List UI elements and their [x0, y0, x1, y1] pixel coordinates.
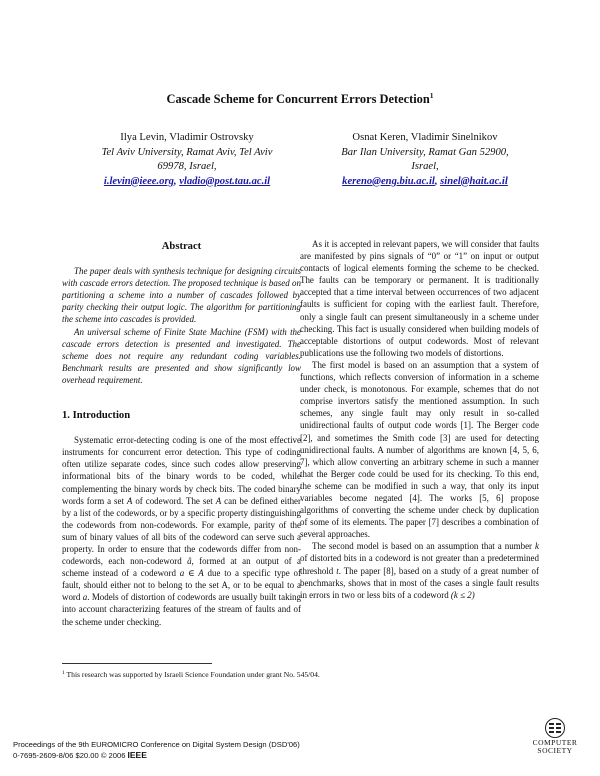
text-run: Systematic error-detecting coding is one of the most effective instruments for concurrent error detection. This type of coding often utilize separate codes, since such codes allow preserving informational bits of the binary words to be coded, while complementing the binary words by check bits. The coded binary words form a set	[62, 435, 301, 506]
footnote-text: This research was supported by Israeli Science Foundation under grant No. 545/04.	[64, 670, 320, 679]
author-names-right: Osnat Keren, Vladimir Sinelnikov	[352, 132, 498, 143]
text-run: can be defined either by a list of the codewords, or by a specific property distinguishing the codewords from non-codewords. For example, parity of the sum of binary values of all bits of the codeword can serve such a property. In order to ensure that the codewords differ from non-codewords, each non-codeword	[62, 495, 301, 567]
emails-right	[300, 175, 550, 190]
text-run: . Models of distortion of codewords are usually built taking into account characterizing features of the stream of faults and of the scheme under checking.	[62, 592, 301, 627]
text-run: due to a specific type of fault, should either not to belong to the set A, or to be equal to a word	[62, 568, 301, 603]
text-run: of codeword. The set	[132, 495, 216, 506]
abstract	[62, 265, 301, 386]
math-symbol: a	[82, 592, 88, 603]
math-symbol: A	[126, 495, 133, 506]
logo-text: COMPUTER	[532, 738, 578, 747]
email-link[interactable]: vladio@post.tau.ac.il	[179, 175, 271, 187]
body-paragraph: As it is accepted in relevant papers, we will consider that faults are manifested by pins signals of “0” or “1” on input or output contacts of logical elements forming the scheme to be checked. The faults can be temporary or permanent. It is traditionally accepted that a time interval between occurrences of two adjacent faults is sufficient for coping with the earliest fault. Therefore, only a single fault can present simultaneously in a scheme under checking. This fact is usually considered when building models of acceptable distortions of output codewords. Most of relevant publications use the following two models of distortions.	[300, 239, 539, 358]
email-separator: ,	[434, 175, 441, 187]
left-column	[62, 238, 301, 628]
paper-title	[0, 91, 600, 107]
abstract-paragraph: An universal scheme of Finite State Machine (FSM) with the cascade errors detection is presented and investigated. The scheme does not require any redundant coding variables. Benchmark results are presented and show significantly low overhead requirement.	[62, 326, 301, 385]
affiliation-right-line2: Israel,	[411, 161, 439, 172]
email-separator: ,	[173, 175, 180, 187]
body-paragraph	[300, 540, 539, 600]
email-link[interactable]: i.levin@ieee.org	[103, 175, 174, 187]
affiliation-left-line2: 69978, Israel,	[157, 161, 217, 172]
abstract-paragraph: The paper deals with synthesis technique for designing circuits with cascade errors detection. The proposed technique is based on partitioning a scheme into a number of cascades followed by parity checking their output logic. The algorithm for partitioning the scheme into cascades is provided.	[62, 266, 301, 325]
author-names-left: Ilya Levin, Vladimir Ostrovsky	[120, 132, 254, 143]
proceedings-line	[13, 750, 393, 761]
logo-text: SOCIETY	[537, 746, 573, 755]
intro-heading: 1. Introduction	[62, 410, 131, 422]
authors-right	[300, 131, 550, 189]
isbn-text: 0-7695-2609-8/06 $20.00 © 2006	[13, 751, 128, 760]
ieee-logo: IEEE	[127, 750, 147, 760]
proceedings-info	[13, 739, 393, 761]
footnote-divider	[62, 663, 212, 664]
abstract-heading: Abstract	[161, 241, 202, 252]
math-symbol: (k ≤ 2)	[450, 589, 475, 600]
text-run: , formed at an output of a scheme instead of a codeword	[62, 556, 301, 579]
math-symbol: A	[215, 495, 222, 506]
email-link[interactable]: kereno@eng.biu.ac.il	[342, 175, 435, 187]
text-run: of distorted bits in a codeword is not greater than a predetermined threshold	[300, 553, 539, 576]
affiliation-left-line1: Tel Aviv University, Ramat Aviv, Tel Aviv	[101, 146, 273, 158]
body-paragraph: The first model is based on an assumption that a system of functions, which reflects conversion of information in a scheme under check, is monotonous. For example, schemes that do not comprise invertors satisfy the mentioned assumption. In such schemes, any single fault may only result in so-called unidirectional faults of output code words [1]. The Berger code [2], and sometimes the Smith code [3] are used for detecting unidirectional faults. A number of algorithms are known [4, 5, 6, 7], which allow converting an arbitrary scheme in such a manner that the Berger code could be used for its checking. To this end, the scheme can be modified in such a way, that only its input variables become negated [4]. The works [5, 6] propose algorithms of converting the scheme under check by duplication of some of its elements. The paper [7] describes a combination of several approaches.	[300, 359, 539, 540]
emails-left	[62, 175, 312, 190]
math-symbol: t	[336, 565, 339, 576]
footnote	[62, 670, 542, 679]
computer-society-logo	[522, 717, 588, 767]
intro-paragraph	[62, 434, 301, 628]
math-symbol: a ∈ A	[179, 568, 204, 579]
intro-body	[62, 434, 301, 628]
affiliation-right-line1: Bar Ilan University, Ramat Gan 52900,	[341, 146, 509, 158]
proceedings-line: Proceedings of the 9th EUROMICRO Conference on Digital System Design (DSD'06)	[13, 740, 300, 749]
text-run: The second model is based on an assumption that a number	[312, 541, 536, 552]
email-link[interactable]: sinel@hait.ac.il	[440, 175, 508, 187]
footnote-mark: 1	[62, 670, 65, 676]
math-symbol: k	[535, 541, 539, 552]
title-text: Cascade Scheme for Concurrent Errors Detection	[166, 92, 430, 106]
right-column	[300, 238, 539, 601]
text-run: . The paper [8], based on a study of a great number of benchmarks, shows that in most of the cases a single fault results in errors in two or less bits of a codeword	[300, 565, 539, 600]
math-symbol: â	[187, 556, 192, 567]
title-footnote-mark: 1	[429, 91, 434, 100]
authors-left	[62, 131, 312, 189]
computer-society-emblem-icon	[544, 717, 566, 739]
right-body	[300, 238, 539, 601]
